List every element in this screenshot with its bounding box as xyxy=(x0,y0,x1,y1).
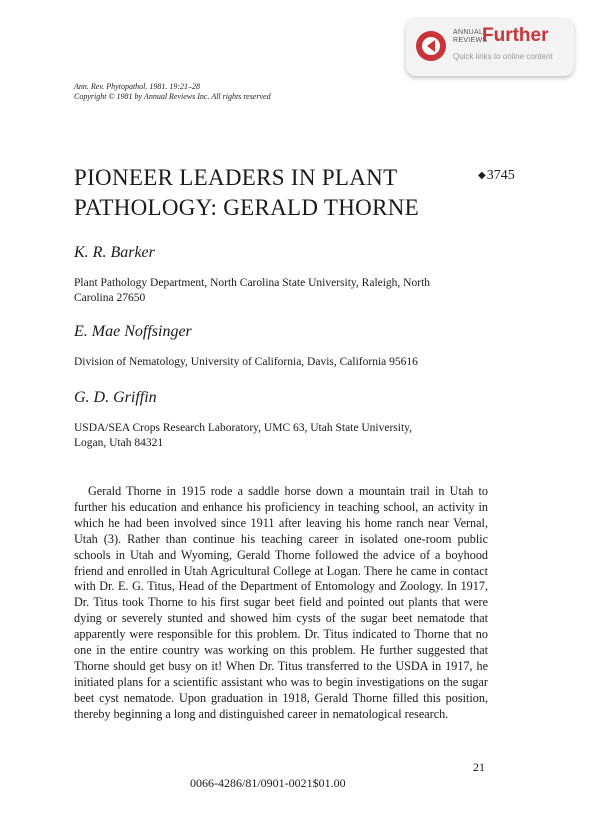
body-paragraph: Gerald Thorne in 1915 rode a saddle horse down a mountain trail in Utah to further his education and enhance his proficiency in teaching school, an activity in which he had been involved since 1911 after leaving his home ranch near Vernal, Utah (3). Rather than continue his teaching career in isolated one-room public schools in Utah and Wyoming, Gerald Thorne followed the advice of a boyhood friend and enrolled in Utah Agricultural College at Logan. There he came in contact with Dr. E. G. Titus, Head of the Department of Entomology and Zoology. In 1917, Dr. Titus took Thorne to his first sugar beet field and pointed out plants that were dying or severely stunted and showed him cysts of the sugar beet nematode that apparently were responsible for this problem. Dr. Titus indicated to Thorne that no one in the entire country was working on this problem. He further suggested that Thorne should get busy on it! When Dr. Titus transferred to the USDA in 1917, he initiated plans for a scientific assistant who was to begin investigations on the sugar beet cyst nematode. Upon graduation in 1918, Gerald Thorne filled this position, thereby beginning a long and distinguished career in nematological research. xyxy=(74,484,488,721)
author-affiliation: Plant Pathology Department, North Carolina State University, Raleigh, North Carolina 27650 xyxy=(74,277,431,304)
citation-block xyxy=(74,82,271,102)
article-number: ◆3745 xyxy=(478,168,515,183)
further-tagline: Quick links to online content xyxy=(453,52,553,61)
article-code: 0066-4286/81/0901-0021$01.00 xyxy=(190,776,346,790)
diamond-icon: ◆ xyxy=(478,170,486,181)
further-badge[interactable] xyxy=(406,18,574,76)
author-name: G. D. Griffin xyxy=(74,389,157,406)
annual-reviews-logo-text: ANNUAL REVIEWS xyxy=(453,29,488,44)
further-label[interactable]: Further xyxy=(482,25,549,46)
copyright-line: Copyright © 1981 by Annual Reviews Inc. All rights reserved xyxy=(74,92,271,101)
author-name: E. Mae Noffsinger xyxy=(74,323,192,340)
author-affiliation: Division of Nematology, University of California, Davis, California 95616 xyxy=(74,356,418,368)
author-affiliation: USDA/SEA Crops Research Laboratory, UMC 63, Utah State University, Logan, Utah 84321 xyxy=(74,422,413,449)
page-number: 21 xyxy=(473,760,485,774)
article-title: PIONEER LEADERS IN PLANT PATHOLOGY: GERALD THORNE xyxy=(74,165,419,220)
back-arrow-circle-icon[interactable] xyxy=(416,31,446,61)
author-name: K. R. Barker xyxy=(74,244,155,261)
citation-line: Ann. Rev. Phytopathol. 1981. 19:21–28 xyxy=(74,82,201,91)
